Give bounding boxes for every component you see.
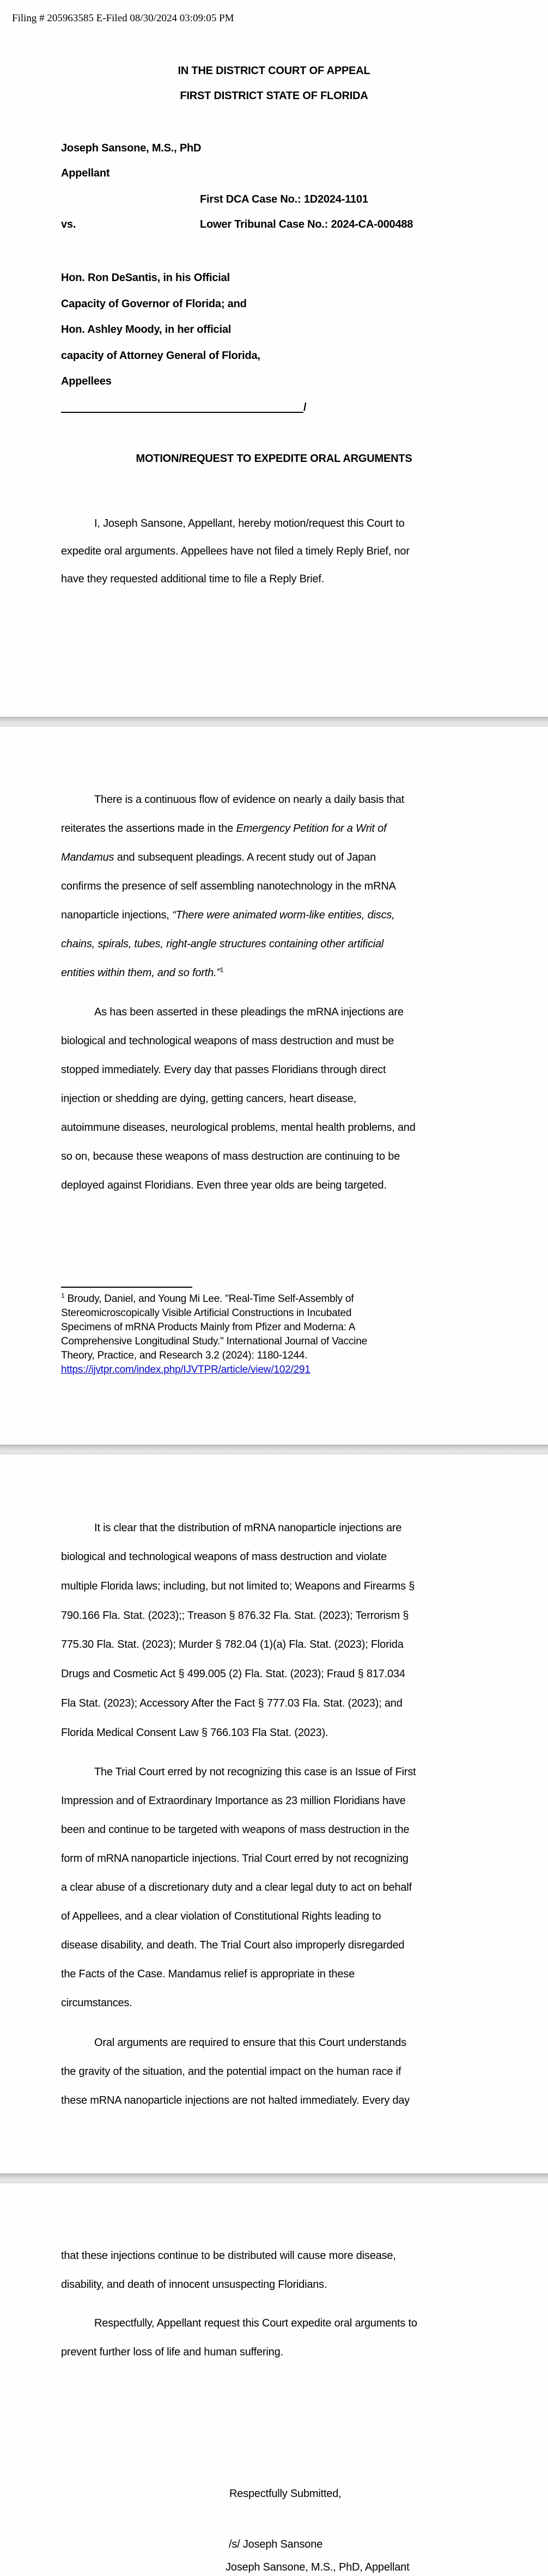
signer-name: Joseph Sansone, M.S., PhD, Appellant xyxy=(226,2561,410,2573)
body-line: biological and technological weapons of mass destruction and violate xyxy=(61,1551,387,1563)
body-text: nanoparticle injections, xyxy=(61,909,173,921)
body-line xyxy=(61,909,395,922)
body-line: of Appellees, and a clear violation of Constitutional Rights leading to xyxy=(61,1910,381,1922)
body-line: 775.30 Fla. Stat. (2023); Murder § 782.04 (1)(a) Fla. Stat. (2023); Florida xyxy=(61,1639,404,1651)
dca-case-number: First DCA Case No.: 1D2024-1101 xyxy=(200,193,368,205)
signature-closing: Respectfully Submitted, xyxy=(229,2488,342,2500)
body-line: disability, and death of innocent unsuspecting Floridians. xyxy=(61,2279,327,2291)
document-page-3 xyxy=(0,1454,548,2173)
body-line: Fla Stat. (2023); Accessory After the Fact § 777.03 Fla. Stat. (2023); and xyxy=(61,1697,403,1709)
body-line: I, Joseph Sansone, Appellant, hereby motion/request this Court to xyxy=(94,517,405,529)
body-text: reiterates the assertions made in the xyxy=(61,823,236,835)
caption-underline xyxy=(61,412,303,413)
appellee-line: capacity of Attorney General of Florida, xyxy=(61,350,260,362)
appellee-line: Capacity of Governor of Florida; and xyxy=(61,298,247,310)
body-line: so on, because these weapons of mass destruction are continuing to be xyxy=(61,1150,400,1162)
electronic-signature: /s/ Joseph Sansone xyxy=(229,2538,323,2550)
body-line: Impression and of Extraordinary Importance as 23 million Floridians have xyxy=(61,1795,406,1807)
petition-title-italic: Emergency Petition for a Writ of xyxy=(236,823,387,835)
footnote-line: Specimens of mRNA Products Mainly from Pfizer and Moderna: A xyxy=(61,1322,356,1333)
body-line: stopped immediately. Every day that passes Floridians through direct xyxy=(61,1064,386,1076)
body-line: deployed against Floridians. Even three year olds are being targeted. xyxy=(61,1179,387,1191)
page-separator xyxy=(0,1445,548,1454)
body-line: There is a continuous flow of evidence on nearly a daily basis that xyxy=(94,794,405,806)
body-line: biological and technological weapons of mass destruction and must be xyxy=(61,1035,394,1047)
body-line xyxy=(61,966,223,979)
body-line: autoimmune diseases, neurological problems, mental health problems, and xyxy=(61,1122,416,1134)
body-line: disease disability, and death. The Trial Court also improperly disregarded xyxy=(61,1939,405,1951)
body-line: Drugs and Cosmetic Act § 499.005 (2) Fla. Stat. (2023); Fraud § 817.034 xyxy=(61,1668,405,1680)
versus-label: vs. xyxy=(61,218,76,230)
footnote-number: 1 xyxy=(61,1292,65,1300)
body-line xyxy=(61,851,376,864)
body-line: form of mRNA nanoparticle injections. Trial Court erred by not recognizing xyxy=(61,1853,409,1865)
body-line: Florida Medical Consent Law § 766.103 Fla Stat. (2023). xyxy=(61,1727,328,1739)
appellee-line: Hon. Ashley Moody, in her official xyxy=(61,324,232,336)
court-name-line-2: FIRST DISTRICT STATE OF FLORIDA xyxy=(180,90,368,102)
body-line: It is clear that the distribution of mRNA nanoparticle injections are xyxy=(94,1522,402,1534)
footnote-link[interactable]: https://ijvtpr.com/index.php/IJVTPR/article/view/102/291 xyxy=(61,1364,310,1375)
footnote-line xyxy=(61,1292,354,1306)
footnote-divider xyxy=(61,1287,192,1288)
footnote-line: Stereomicroscopically Visible Artificial Constructions in Incubated xyxy=(61,1307,352,1319)
appellant-role: Appellant xyxy=(61,167,110,179)
page-separator xyxy=(0,2173,548,2183)
footnote-line: Comprehensive Longitudinal Study." International Journal of Vaccine xyxy=(61,1336,367,1347)
motion-title: MOTION/REQUEST TO EXPEDITE ORAL ARGUMENTS xyxy=(136,453,412,465)
body-line: multiple Florida laws; including, but not limited to; Weapons and Firearms § xyxy=(61,1580,415,1592)
footnote-reference[interactable]: 1 xyxy=(220,966,224,974)
petition-title-italic: Mandamus xyxy=(61,851,114,863)
body-line: 790.166 Fla. Stat. (2023);; Treason § 876.32 Fla. Stat. (2023); Terrorism § xyxy=(61,1610,409,1622)
footnote-text: Broudy, Daniel, and Young Mi Lee. "Real-Time Self-Assembly of xyxy=(64,1293,354,1305)
body-line: confirms the presence of self assembling nanotechnology in the mRNA xyxy=(61,880,396,892)
body-line xyxy=(61,822,386,835)
document-page-1 xyxy=(0,0,548,717)
body-line: Oral arguments are required to ensure that this Court understands xyxy=(94,2037,406,2049)
body-line: As has been asserted in these pleadings the mRNA injections are xyxy=(94,1006,404,1018)
body-line: these mRNA nanoparticle injections are not halted immediately. Every day xyxy=(61,2094,410,2106)
study-quote: entities within them, and so forth.” xyxy=(61,967,220,979)
document-page-4 xyxy=(0,2183,548,2576)
caption-slash: / xyxy=(303,401,307,413)
body-line: circumstances. xyxy=(61,1997,132,2009)
footnote-line: Theory, Practice, and Research 3.2 (2024): 1180-1244. xyxy=(61,1350,308,1361)
lower-tribunal-case-number: Lower Tribunal Case No.: 2024-CA-000488 xyxy=(200,218,413,230)
study-quote: “There were animated worm-like entities, discs, xyxy=(172,909,395,921)
study-quote: chains, spirals, tubes, right-angle structures containing other artificial xyxy=(61,938,384,950)
court-name-line-1: IN THE DISTRICT COURT OF APPEAL xyxy=(178,65,370,77)
body-line: the Facts of the Case. Mandamus relief is appropriate in these xyxy=(61,1968,355,1980)
body-line: The Trial Court erred by not recognizing this case is an Issue of First xyxy=(94,1766,416,1778)
body-line: the gravity of the situation, and the potential impact on the human race if xyxy=(61,2066,401,2078)
body-line: injection or shedding are dying, getting cancers, heart disease, xyxy=(61,1093,356,1105)
body-line: have they requested additional time to file a Reply Brief. xyxy=(61,573,325,585)
body-line: been and continue to be targeted with weapons of mass destruction in the xyxy=(61,1824,410,1836)
filing-stamp: Filing # 205963585 E-Filed 08/30/2024 03:09:05 PM xyxy=(12,13,234,24)
document-page-2 xyxy=(0,727,548,1445)
page-separator xyxy=(0,717,548,727)
body-text: and subsequent pleadings. A recent study out of Japan xyxy=(114,851,376,863)
body-line: Respectfully, Appellant request this Court expedite oral arguments to xyxy=(94,2317,417,2329)
appellee-line: Hon. Ron DeSantis, in his Official xyxy=(61,272,230,284)
body-line: a clear abuse of a discretionary duty and a clear legal duty to act on behalf xyxy=(61,1881,412,1893)
appellees-label: Appellees xyxy=(61,375,112,387)
body-line: expedite oral arguments. Appellees have not filed a timely Reply Brief, nor xyxy=(61,545,410,557)
body-line: that these injections continue to be distributed will cause more disease, xyxy=(61,2250,396,2262)
body-line: prevent further loss of life and human suffering. xyxy=(61,2346,283,2358)
appellant-name: Joseph Sansone, M.S., PhD xyxy=(61,142,202,154)
